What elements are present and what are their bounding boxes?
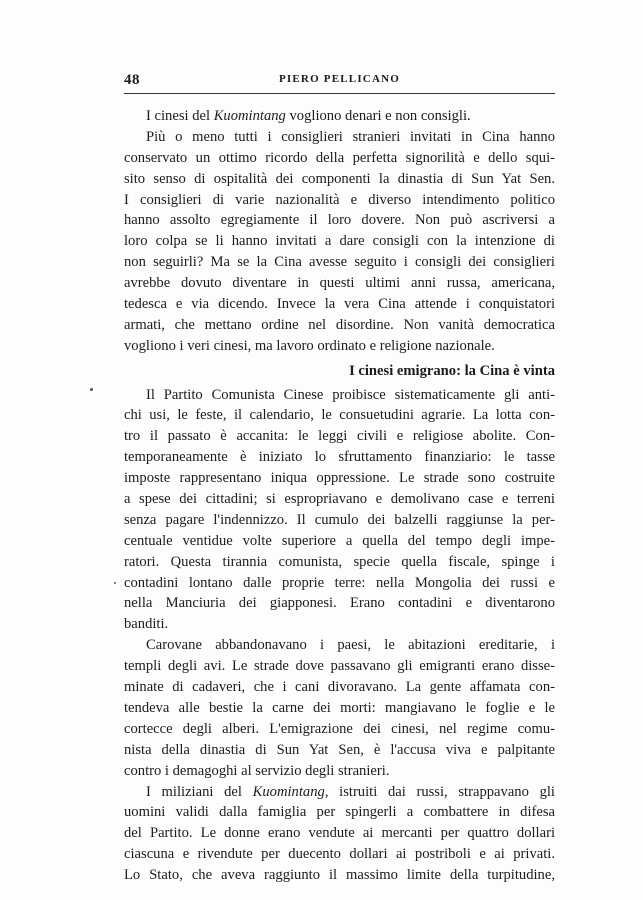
text-line: Il Partito Comunista Cinese proibisce sistematicamente gli anti- — [146, 386, 555, 403]
text-line: tendeva alle bestie la carne dei morti: mangiavano le foglie e le — [124, 699, 555, 716]
text-line: nista della dinastia di Sun Yat Sen, è l'accusa viva e palpitante — [124, 741, 555, 758]
text-line: sito senso di ospitalità dei componenti la dinastia di Sun Yat Sen. — [124, 170, 555, 187]
text-line: temporaneamente è iniziato lo sfruttamento finanziario: le tasse — [124, 449, 555, 466]
text-line: chi usi, le feste, il calendario, le consuetudini agrarie. La lotta con- — [124, 407, 555, 424]
text-line: hanno assolto egregiamente il loro dovere. Non può ascriversi a — [124, 212, 555, 229]
text-line: conservato un ottimo ricordo della perfetta signorilità e dello squi- — [124, 149, 555, 166]
text-line: del Partito. Le donne erano vendute ai mercanti per quattro dollari — [124, 825, 555, 842]
text-line: templi degli avi. Le strade dove passavano gli emigranti erano disse- — [124, 658, 555, 675]
text-line: Lo Stato, che aveva raggiunto il massimo limite della turpitudine, — [124, 867, 555, 884]
text-line: armati, che mettano ordine nel disordine. Non vanità democratica — [124, 316, 555, 333]
text-line: avrebbe dovuto diventare in questi ultimi anni russa, americana, — [124, 275, 555, 292]
text-line: tedesca e via dicendo. Invece la vera Cina attende i conquistatori — [124, 296, 555, 313]
text-line: banditi. — [124, 616, 169, 633]
section-subheading: I cinesi emigrano: la Cina è vinta — [349, 362, 555, 379]
text-line: non seguirli? Ma se la Cina avesse seguito i consigli dei consiglieri — [124, 254, 555, 271]
text-line: I consiglieri di varie nazionalità e diverso intendimento politico — [124, 191, 555, 208]
text-line: imposte rappresentano iniqua oppressione. Le strade sono costruite — [124, 470, 555, 487]
text-line: tro il passato è accanita: le leggi civili e religiose abolite. Con- — [124, 428, 555, 445]
text-line: vogliono i veri cinesi, ma lavoro ordinato e religione nazionale. — [124, 337, 495, 354]
text-line: loro colpa se li hanno invitati a dare consigli con la intenzione di — [124, 233, 555, 250]
header-rule — [124, 93, 555, 94]
text-line: Carovane abbandonavano i paesi, le abitazioni ereditarie, i — [146, 637, 555, 654]
running-title: PIERO PELLICANO — [279, 73, 400, 85]
text-line: centuale ventidue volte superiore a quella del tempo degli impe- — [124, 532, 555, 549]
text-line: contadini lontano dalle proprie terre: nella Mongolia dei russi e — [124, 574, 555, 591]
body-text — [124, 106, 555, 886]
margin-speck — [114, 582, 116, 584]
text-line: ratori. Questa tirannia comunista, specie quella fiscale, spinge i — [124, 553, 555, 570]
text-line: minate di cadaveri, che i cani divoravano. La gente affamata con- — [124, 679, 555, 696]
text-line: contro i demagoghi al servizio degli stranieri. — [124, 762, 390, 779]
text-line: uomini validi dalla famiglia per spingerli a combattere in difesa — [124, 804, 555, 821]
text-line: nella Manciuria dei giapponesi. Erano contadini e diventarono — [124, 595, 555, 612]
page-number: 48 — [124, 72, 140, 88]
text-line: cortecce degli alberi. L'emigrazione dei cinesi, nel regime comu- — [124, 720, 555, 737]
text-line: I miliziani del Kuomintang, istruiti dai russi, strappavano gli — [146, 783, 555, 800]
text-line: ciascuna e rivendute per duecento dollari ai postriboli e ai privati. — [124, 846, 555, 863]
text-line: Più o meno tutti i consiglieri stranieri invitati in Cina hanno — [146, 128, 555, 145]
margin-speck — [90, 388, 93, 391]
text-line: a spese dei cittadini; si espropriavano e demolivano case e terreni — [124, 491, 555, 508]
text-line: senza pagare l'indennizzo. Il cumulo dei balzelli raggiunse la per- — [124, 511, 555, 528]
running-head — [124, 72, 555, 92]
text-line: I cinesi del Kuomintang vogliono denari e non consigli. — [146, 108, 471, 124]
